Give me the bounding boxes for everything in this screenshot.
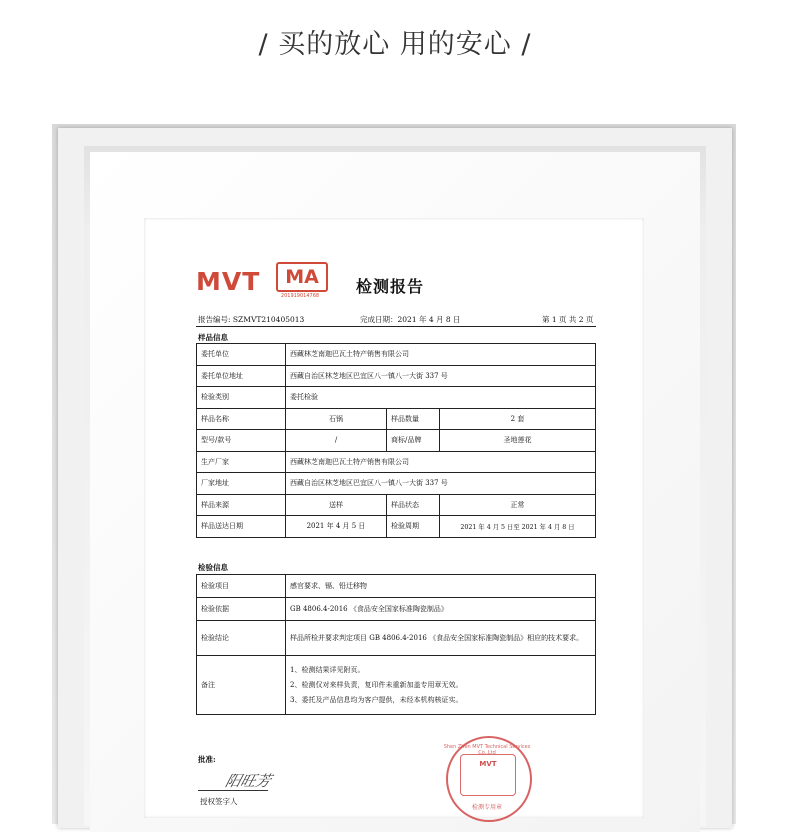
label-cell: 样品状态 xyxy=(387,494,440,516)
signature-line xyxy=(198,790,268,791)
mvt-logo: MVT xyxy=(196,267,261,296)
label-cell: 委托单位 xyxy=(197,344,286,366)
label-cell: 检验项目 xyxy=(197,575,286,598)
value-cell: 感官要求、镉、铅迁移物 xyxy=(286,575,596,598)
label-cell: 样品送达日期 xyxy=(197,516,286,538)
seal-ring-text: Shen Zhen MVT Technical Services Co.,Ltd xyxy=(443,744,531,756)
label-cell: 备注 xyxy=(197,656,286,715)
table-row xyxy=(197,516,596,538)
report-number: 报告编号: SZMVT210405013 xyxy=(198,315,305,324)
value-cell: 2021 年 4 月 5 日至 2021 年 4 月 8 日 xyxy=(440,516,596,538)
signer-label: 授权签字人 xyxy=(200,797,238,806)
label-cell: 委托单位地址 xyxy=(197,365,286,387)
value-cell: 委托检验 xyxy=(286,387,596,409)
label-cell: 生产厂家 xyxy=(197,451,286,473)
value-cell: 西藏林芝南迦巴瓦土特产销售有限公司 xyxy=(286,451,596,473)
label-cell: 样品数量 xyxy=(387,408,440,430)
label-cell: 型号/款号 xyxy=(197,430,286,452)
inspection-section-title: 检验信息 xyxy=(198,563,228,572)
header-rule xyxy=(196,326,596,327)
value-cell: 正常 xyxy=(440,494,596,516)
completion-date: 完成日期：2021 年 4 月 8 日 xyxy=(360,315,461,324)
cma-logo: MA xyxy=(276,262,328,292)
table-row xyxy=(197,451,596,473)
value-cell: / xyxy=(286,430,387,452)
label-cell: 厂家地址 xyxy=(197,473,286,495)
label-cell: 检验结论 xyxy=(197,621,286,656)
value-cell: 2 套 xyxy=(440,408,596,430)
seal-center-logo: MVT xyxy=(460,754,516,796)
value-cell: 石锅 xyxy=(286,408,387,430)
table-row xyxy=(197,656,596,715)
page-info: 第 1 页 共 2 页 xyxy=(542,315,594,324)
value-cell: 2021 年 4 月 5 日 xyxy=(286,516,387,538)
table-row xyxy=(197,430,596,452)
label-cell: 检验依据 xyxy=(197,598,286,621)
cma-number: 201919014768 xyxy=(280,293,320,299)
label-cell: 检验周期 xyxy=(387,516,440,538)
page-headline: / 买的放心 用的安心 / xyxy=(258,29,532,60)
table-row xyxy=(197,598,596,621)
value-cell: 西藏自治区林芝地区巴宜区八一镇八一大街 337 号 xyxy=(286,473,596,495)
table-row xyxy=(197,621,596,656)
approve-label: 批准: xyxy=(198,755,216,764)
label-cell: 样品来源 xyxy=(197,494,286,516)
value-cell xyxy=(286,656,596,715)
test-report-document xyxy=(150,222,640,812)
table-row xyxy=(197,344,596,366)
label-cell: 样品名称 xyxy=(197,408,286,430)
value-cell: 送样 xyxy=(286,494,387,516)
table-row xyxy=(197,494,596,516)
label-cell: 检验类别 xyxy=(197,387,286,409)
remark-line: 1、检测结果详见附页。 xyxy=(290,665,365,674)
value-cell: 西藏自治区林芝地区巴宜区八一镇八一大街 337 号 xyxy=(286,365,596,387)
inspection-info-table xyxy=(196,574,596,715)
remark-line: 3、委托及产品信息均为客户提供，未经本机构核证实。 xyxy=(290,695,463,704)
seal-label: 检测专用章 xyxy=(471,804,502,811)
table-row xyxy=(197,575,596,598)
value-cell: 样品所检并要求判定项目 GB 4806.4-2016 《食品安全国家标准陶瓷制品》相应的技术要求。 xyxy=(286,621,596,656)
value-cell: 圣地莲花 xyxy=(440,430,596,452)
value-cell: 西藏林芝南迦巴瓦土特产销售有限公司 xyxy=(286,344,596,366)
remark-line: 2、检测仅对来样负责，复印件未重新加盖专用章无效。 xyxy=(290,680,463,689)
value-cell: GB 4806.4-2016 《食品安全国家标准陶瓷制品》 xyxy=(286,598,596,621)
label-cell: 商标/品牌 xyxy=(387,430,440,452)
table-row xyxy=(197,387,596,409)
handwritten-signature: 阳旺芳 xyxy=(223,772,274,790)
table-row xyxy=(197,365,596,387)
sample-info-table xyxy=(196,343,596,538)
table-row xyxy=(197,408,596,430)
sample-section-title: 样品信息 xyxy=(198,333,228,342)
report-title: 检测报告 xyxy=(356,277,425,296)
table-row xyxy=(197,473,596,495)
